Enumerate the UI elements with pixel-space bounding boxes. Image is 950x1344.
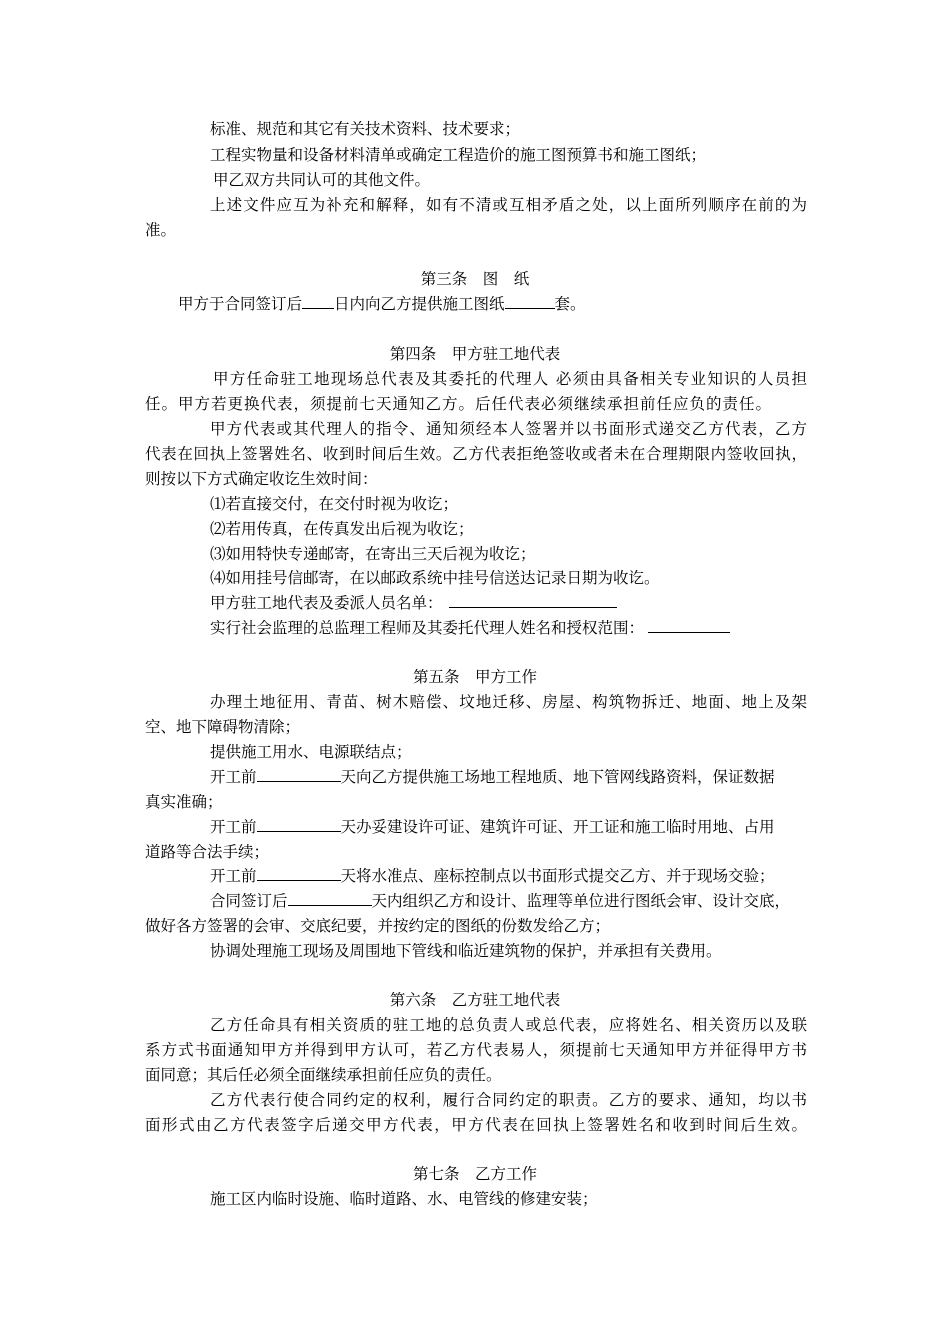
blank-line [288,891,372,906]
paragraph-line: 协调处理施工现场及周围地下管线和临近建筑物的保护，并承担有关费用。 [210,942,722,960]
order-note-line: 准。 [145,221,177,239]
paragraph-line: 乙方任命具有相关资质的驻工地的总负责人或总代表，应将姓名、相关资历以及联 [210,1016,807,1034]
clause-number: 第四条 [389,345,437,363]
receipt-rule-item: ⑵若用传真，在传真发出后视为收讫； [210,520,474,538]
blank-line [449,593,617,608]
order-note-line: 上述文件应互为补充和解释，如有不清或互相矛盾之处，以上面所列顺序在前的为 [210,196,807,214]
receipt-rule-item: ⑴若直接交付，在交付时视为收讫； [210,495,459,513]
text-run: 天向乙方提供施工场地工程地质、地下管网线路资料，保证数据 [340,768,775,786]
text-run: 开工前 [210,867,257,885]
text-run: 日内向乙方提供施工图纸 [334,295,505,313]
clause-heading [0,667,950,687]
document-list-item: 标准、规范和其它有关技术资料、技术要求； [210,120,521,138]
paragraph-line: 甲方代表或其代理人的指令、通知须经本人签署并以书面形式递交乙方代表，乙方 [210,420,807,438]
clause-heading [0,344,950,364]
blank-line [257,767,341,782]
receipt-rule-item: ⑷如用挂号信邮寄，在以邮政系统中挂号信送达记录日期为收讫。 [210,569,660,587]
text-run: 开工前 [210,768,257,786]
paragraph-line: 任。甲方若更换代表，须提前七天通知乙方。后任代表必须继续承担前任应负的责任。 [145,395,771,413]
clause-number: 第三条 [420,270,468,288]
document-list-item: 甲乙双方共同认可的其他文件。 [213,171,431,189]
clause-title: 乙方工作 [475,1165,538,1183]
text-run: 甲方于合同签订后 [178,295,303,313]
blank-line [302,294,334,309]
text-run: 套。 [554,295,586,313]
paragraph-line: 做好各方签署的会审、交底纪要，并按约定的图纸的份数发给乙方； [145,917,611,935]
blank-line [257,866,341,881]
paragraph-line: 空、地下障碍物清除； [145,718,301,736]
clause-title: 甲方驻工地代表 [451,345,561,363]
text-run: 天办妥建设许可证、建筑许可证、开工证和施工临时用地、占用 [340,818,775,836]
paragraph-line: 则按以下方式确定收讫生效时间： [145,470,378,488]
paragraph-line: 真实准确； [145,793,223,811]
paragraph-line: 系方式书面通知甲方并得到甲方认可，若乙方代表易人，须提前七天通知甲方并征得甲方书 [145,1041,807,1059]
text-run: 天内组织乙方和设计、监理等单位进行图纸会审、设计交底， [371,892,791,910]
paragraph-line [210,593,617,613]
document-list-item: 工程实物量和设备材料清单或确定工程造价的施工图预算书和施工图纸； [210,146,707,164]
clause-number: 第七条 [412,1165,460,1183]
blank-line [648,618,730,633]
clause-title: 图 纸 [482,270,530,288]
clause-heading [0,269,950,289]
paragraph-line [178,294,586,314]
paragraph-line: 面形式由乙方代表签字后递交甲方代表，甲方代表在回执上签署姓名和收到时间后生效。 [145,1116,807,1134]
paragraph-line: 办理土地征用、青苗、树木赔偿、坟地迁移、房屋、构筑物拆迁、地面、地上及架 [210,693,807,711]
paragraph-line: 甲方任命驻工地现场总代表及其委托的代理人 必须由具备相关专业知识的人员担 [213,370,807,388]
clause-heading [0,1164,950,1184]
paragraph-line: 道路等合法手续； [145,843,270,861]
text-run: 天将水准点、座标控制点以书面形式提交乙方、并于现场交验； [340,867,775,885]
paragraph-line [210,618,730,638]
blank-line [257,817,341,832]
text-run: 实行社会监理的总监理工程师及其委托代理人姓名和授权范围： [210,619,645,637]
clause-title: 乙方驻工地代表 [451,991,561,1009]
paragraph-line: 面同意；其后任必须全面继续承担前任应负的责任。 [145,1066,502,1084]
paragraph-line [210,891,790,911]
text-run: 合同签订后 [210,892,288,910]
clause-heading [0,990,950,1010]
receipt-rule-item: ⑶如用特快专递邮寄，在寄出三天后视为收讫； [210,545,536,563]
paragraph-line: 乙方代表行使合同约定的权利，履行合同约定的职责。乙方的要求、通知，均以书 [210,1091,807,1109]
text-run: 开工前 [210,818,257,836]
paragraph-line: 施工区内临时设施、临时道路、水、电管线的修建安装； [210,1190,598,1208]
clause-number: 第六条 [389,991,437,1009]
paragraph-line: 提供施工用水、电源联结点； [210,743,412,761]
paragraph-line [210,767,775,787]
clause-number: 第五条 [412,668,460,686]
paragraph-line [210,866,775,886]
blank-line [505,294,555,309]
text-run: 甲方驻工地代表及委派人员名单： [210,594,443,612]
clause-title: 甲方工作 [475,668,538,686]
paragraph-line: 代表在回执上签署姓名、收到时间后生效。乙方代表拒绝签收或者未在合理期限内签收回执， [145,445,807,463]
paragraph-line [210,817,775,837]
